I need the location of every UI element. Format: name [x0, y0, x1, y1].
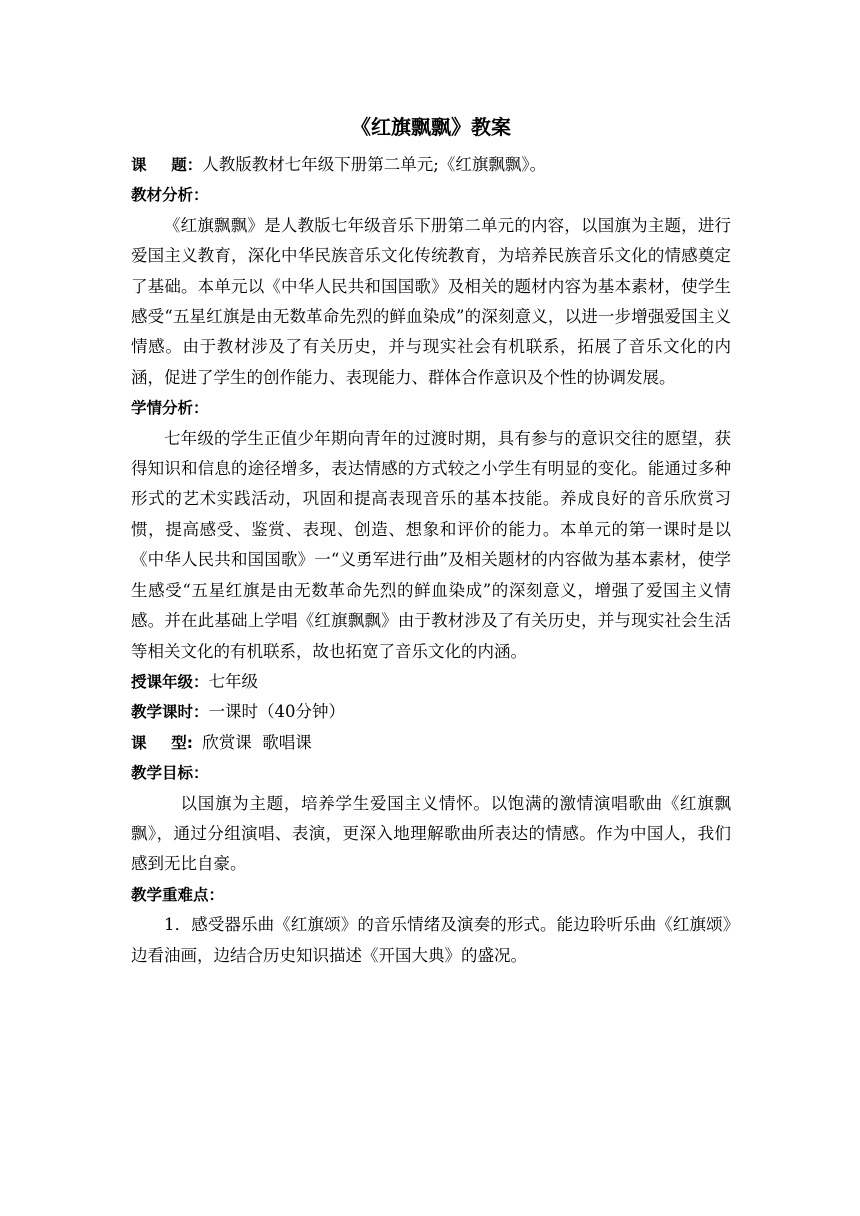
topic-label	[131, 150, 202, 180]
topic-label-char-1: 课	[131, 156, 147, 174]
objectives-heading: 教学目标：	[131, 764, 209, 783]
document-title: 《红旗飘飘》教案	[351, 115, 511, 139]
key-point-item-1: 1．感受器乐曲《红旗颂》的音乐情绪及演奏的形式。能边聆听乐曲《红旗颂》边看油画，边结合历史知识描述《开国大典》的盛况。	[131, 915, 731, 965]
topic-value: 人教版教材七年级下册第二单元;《红旗飘飘》。	[202, 155, 547, 174]
hours-label: 教学课时：	[131, 703, 209, 722]
topic-row	[131, 150, 731, 180]
lesson-type-label	[131, 728, 202, 758]
hours-row	[131, 697, 731, 727]
hours-value: 一课时（40分钟）	[208, 702, 346, 722]
grade-value: 七年级	[208, 671, 259, 691]
objectives-body: 以国旗为主题，培养学生爱国主义情怀。以饱满的激情演唱歌曲《红旗飘飘》，通过分组演唱、表演，更深入地理解歌曲所表达的情感。作为中国人，我们感到无比自豪。	[131, 793, 731, 874]
lesson-type-label-char-2: 型:	[171, 733, 193, 752]
textbook-analysis-body: 《红旗飘飘》是人教版七年级音乐下册第二单元的内容，以国旗为主题，进行爱国主义教育，深化中华民族音乐文化传统教育，为培养民族音乐文化的情感奠定了基础。本单元以《中华人民共和国国歌》及相关的题材内容为基本素材，使学生感受“五星红旗是由无数革命先烈的鲜血染成”的深刻意义，以进一步增强爱国主义情感。由于教材涉及了有关历史，并与现实社会有机联系，拓展了音乐文化的内涵，促进了学生的创作能力、表现能力、群体合作意识及个性的协调发展。	[131, 215, 731, 387]
key-points-heading: 教学重难点：	[131, 885, 225, 904]
grade-label: 授课年级：	[131, 672, 209, 691]
lesson-type-value: 欣赏课 歌唱课	[202, 732, 312, 752]
document-body	[131, 112, 731, 971]
lesson-type-label-char-1: 课	[131, 733, 147, 752]
grade-row	[131, 667, 731, 697]
student-analysis-heading: 学情分析：	[131, 399, 209, 418]
topic-label-char-2: 题：	[171, 156, 203, 174]
lesson-type-row	[131, 728, 731, 758]
student-analysis-body: 七年级的学生正值少年期向青年的过渡时期，具有参与的意识交往的愿望，获得知识和信息的途径增多，表达情感的方式较之小学生有明显的变化。能通过多种形式的艺术实践活动，巩固和提高表现音乐的基本技能。养成良好的音乐欣赏习惯，提高感受、鉴赏、表现、创造、想象和评价的能力。本单元的第一课时是以《中华人民共和国国歌》一“义勇军进行曲”及相关题材的内容做为基本素材，使学生感受“五星红旗是由无数革命先烈的鲜血染成”的深刻意义，增强了爱国主义情感。并在此基础上学唱《红旗飘飘》由于教材涉及了有关历史，并与现实社会生活等相关文化的有机联系，故也拓宽了音乐文化的内涵。	[131, 428, 731, 661]
textbook-analysis-heading: 教材分析：	[131, 186, 209, 205]
